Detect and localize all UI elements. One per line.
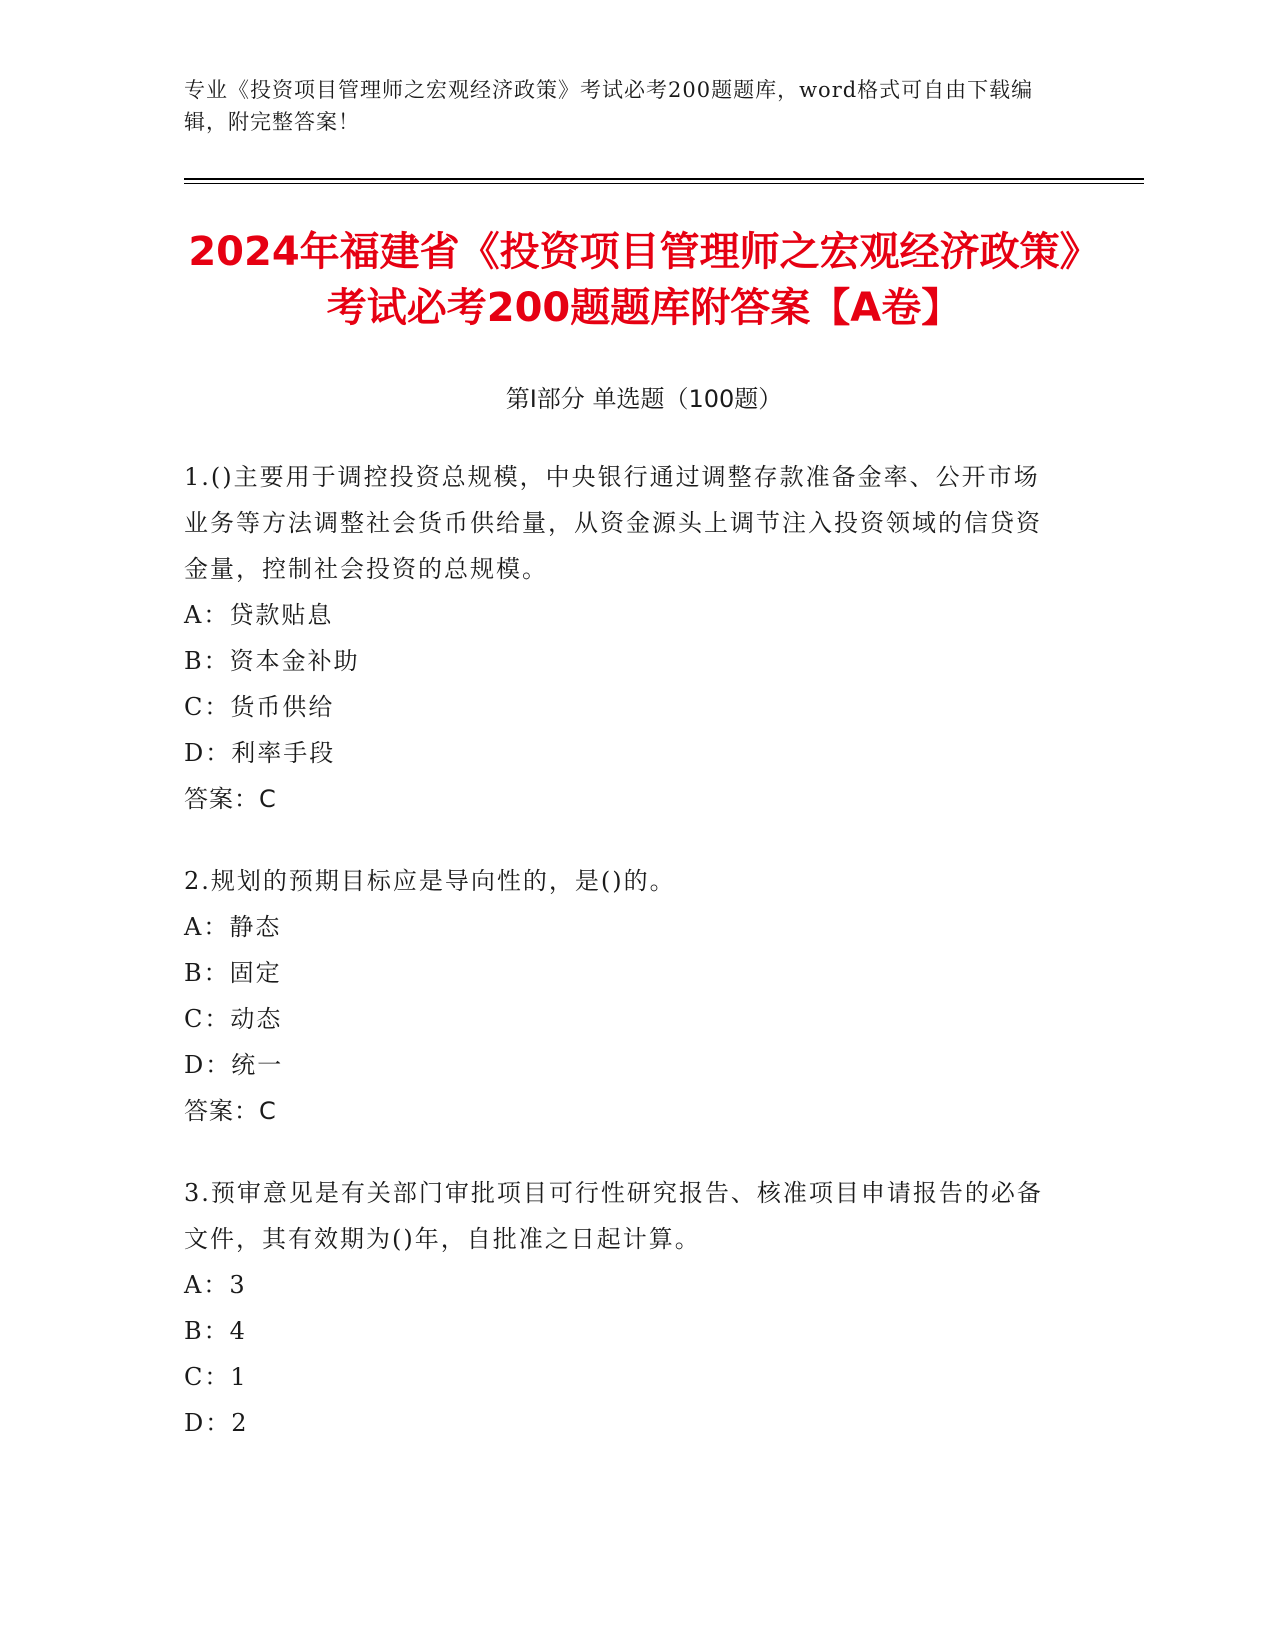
header-divider-thick <box>184 178 1144 180</box>
option-c: C：1 <box>184 1363 248 1391</box>
header-divider-thin <box>184 183 1144 184</box>
option-a: A：贷款贴息 <box>184 601 334 629</box>
option-d: D：统一 <box>184 1051 284 1079</box>
option-b: B：资本金补助 <box>184 647 360 675</box>
question-3 <box>184 1170 1064 1446</box>
option-a: A：3 <box>184 1271 247 1299</box>
question-stem: 3.预审意见是有关部门审批项目可行性研究报告、核准项目申请报告的必备文件，其有效期为()年，自批准之日起计算。 <box>184 1179 1043 1253</box>
question-stem: 2.规划的预期目标应是导向性的，是()的。 <box>184 867 676 895</box>
option-c: C：货币供给 <box>184 693 335 721</box>
option-b: B：固定 <box>184 959 282 987</box>
header-note: 专业《投资项目管理师之宏观经济政策》考试必考200题题库，word格式可自由下载编辑，附完整答案！ <box>184 78 1034 134</box>
option-b: B：4 <box>184 1317 247 1345</box>
option-a: A：静态 <box>184 913 282 941</box>
option-c: C：动态 <box>184 1005 283 1033</box>
option-d: D：2 <box>184 1409 249 1437</box>
document-title: 2024年福建省《投资项目管理师之宏观经济政策》考试必考200题题库附答案【A卷】 <box>188 229 1100 331</box>
answer: 答案：C <box>184 1097 277 1125</box>
question-stem: 1.()主要用于调控投资总规模，中央银行通过调整存款准备金率、公开市场业务等方法调整社会货币供给量，从资金源头上调节注入投资领域的信贷资金量，控制社会投资的总规模。 <box>184 463 1042 583</box>
question-1 <box>184 454 1064 822</box>
answer: 答案：C <box>184 785 277 813</box>
section-title: 第I部分 单选题（100题） <box>505 385 783 413</box>
option-d: D：利率手段 <box>184 739 336 767</box>
question-2 <box>184 858 1064 1134</box>
